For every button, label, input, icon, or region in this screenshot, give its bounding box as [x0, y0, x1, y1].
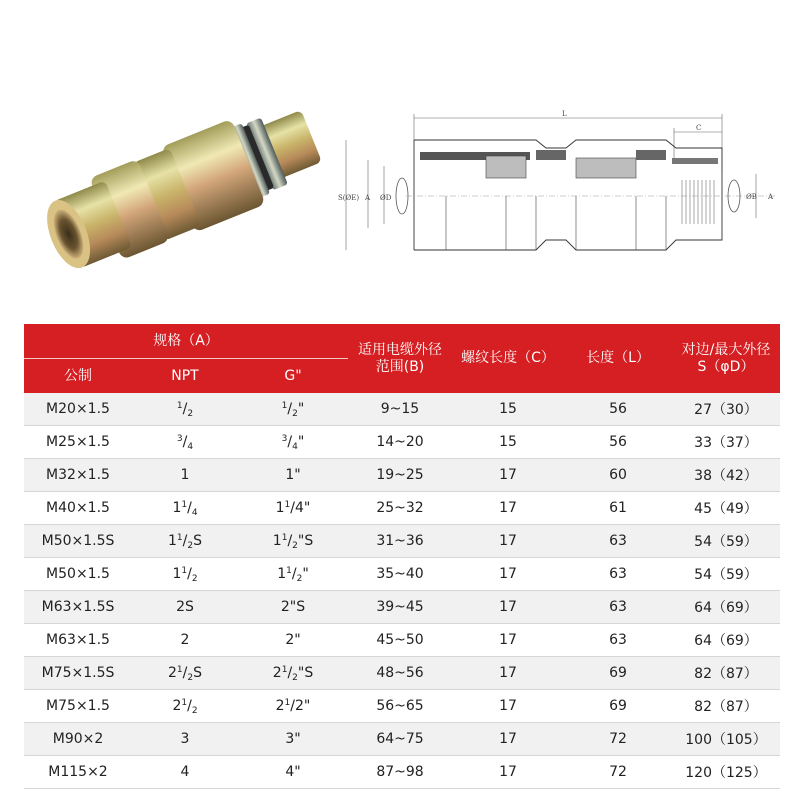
denominator: 2	[187, 673, 194, 683]
cell-npt	[132, 657, 238, 690]
cell-metric: M20×1.5	[24, 393, 132, 426]
cell-length: 63	[564, 591, 672, 624]
cell-cable-range: 48~56	[348, 657, 452, 690]
fraction-slash: /	[182, 533, 188, 549]
cell-metric: M63×1.5	[24, 624, 132, 657]
cell-thread-length: 17	[452, 723, 564, 756]
suffix: "	[297, 434, 305, 450]
denominator: 2	[292, 673, 298, 683]
whole: 2S	[176, 599, 194, 615]
cell-across: 27（30）	[672, 393, 780, 426]
cell-npt	[132, 525, 238, 558]
cell-cable-range: 56~65	[348, 690, 452, 723]
cell-across: 100（105）	[672, 723, 780, 756]
numerator: 1	[281, 665, 288, 675]
suffix: "	[302, 566, 309, 582]
cell-length: 63	[564, 558, 672, 591]
header-npt: NPT	[132, 359, 238, 394]
cell-length: 72	[564, 756, 672, 789]
cell-g	[238, 492, 348, 525]
header-cable-range-line1: 适用电缆外径	[358, 341, 442, 358]
cell-g	[238, 723, 348, 756]
denominator: 2	[191, 574, 198, 584]
cell-length: 60	[564, 459, 672, 492]
suffix: "	[297, 401, 305, 417]
cell-metric: M50×1.5	[24, 558, 132, 591]
suffix: "S	[297, 665, 314, 681]
cell-across: 54（59）	[672, 525, 780, 558]
suffix: S	[193, 665, 202, 681]
table-row	[24, 459, 780, 492]
cell-thread-length: 15	[452, 426, 564, 459]
cell-cable-range: 19~25	[348, 459, 452, 492]
cell-length: 63	[564, 525, 672, 558]
fraction-slash: /	[182, 401, 188, 417]
table-row	[24, 492, 780, 525]
cell-thread-length: 17	[452, 558, 564, 591]
fraction-slash: /	[287, 401, 293, 417]
cell-g	[238, 558, 348, 591]
whole: 2	[172, 698, 182, 714]
cell-across: 45（49）	[672, 492, 780, 525]
denominator: 2	[292, 541, 298, 551]
whole: 2"S	[280, 599, 306, 615]
cell-thread-length: 17	[452, 624, 564, 657]
cell-metric: M25×1.5	[24, 426, 132, 459]
cell-across: 33（37）	[672, 426, 780, 459]
table-row	[24, 756, 780, 789]
cell-cable-range: 45~50	[348, 624, 452, 657]
table-row	[24, 624, 780, 657]
cell-thread-length: 17	[452, 591, 564, 624]
cell-cable-range: 87~98	[348, 756, 452, 789]
whole: 3	[180, 731, 190, 747]
cell-metric: M50×1.5S	[24, 525, 132, 558]
dim-phiB: ØB	[746, 193, 757, 201]
denominator: 4	[187, 442, 194, 452]
numerator: 1	[284, 698, 291, 708]
header-cable-range-line2: 范围(B)	[375, 358, 425, 375]
cell-across: 82（87）	[672, 690, 780, 723]
cell-across: 64（69）	[672, 624, 780, 657]
cell-metric: M115×2	[24, 756, 132, 789]
denominator: 2	[296, 574, 303, 584]
dim-L: L	[562, 110, 567, 118]
whole: 2"	[285, 632, 301, 648]
cell-cable-range: 39~45	[348, 591, 452, 624]
whole: 1	[275, 500, 285, 516]
denominator: 2	[187, 409, 194, 419]
numerator: 1	[176, 401, 183, 411]
dim-A-left: A	[365, 194, 371, 202]
cell-thread-length: 17	[452, 756, 564, 789]
cell-length: 69	[564, 657, 672, 690]
whole: 2	[272, 665, 282, 681]
cell-npt	[132, 723, 238, 756]
cell-length: 61	[564, 492, 672, 525]
whole: 4	[180, 764, 190, 780]
cell-length: 56	[564, 426, 672, 459]
whole: 4"	[285, 764, 301, 780]
numerator: 1	[284, 500, 291, 510]
table-row	[24, 393, 780, 426]
dim-S-phiE: S(ØE)	[338, 194, 360, 202]
numerator: 3	[281, 434, 288, 444]
cell-cable-range: 25~32	[348, 492, 452, 525]
dim-C: C	[696, 124, 702, 132]
fraction-slash: /	[187, 698, 192, 714]
denominator: 4	[191, 508, 198, 518]
table-row	[24, 690, 780, 723]
dim-phiD: ØD	[380, 194, 392, 202]
denominator: 2	[191, 706, 198, 716]
cell-metric: M75×1.5	[24, 690, 132, 723]
table-row	[24, 591, 780, 624]
suffix: /4"	[290, 500, 311, 516]
header-cable-range	[348, 324, 452, 393]
cell-length: 56	[564, 393, 672, 426]
whole: 3"	[285, 731, 301, 747]
whole: 2	[275, 698, 285, 714]
numerator: 1	[281, 533, 288, 543]
cell-g	[238, 525, 348, 558]
cell-metric: M63×1.5S	[24, 591, 132, 624]
table-row	[24, 558, 780, 591]
table-row	[24, 723, 780, 756]
dim-A-right: A	[768, 193, 774, 201]
product-photo	[28, 88, 350, 278]
fraction-slash: /	[291, 566, 297, 582]
cell-length: 72	[564, 723, 672, 756]
cell-g	[238, 426, 348, 459]
cell-cable-range: 9~15	[348, 393, 452, 426]
suffix: /2"	[290, 698, 311, 714]
cell-npt	[132, 393, 238, 426]
cell-thread-length: 15	[452, 393, 564, 426]
fraction-slash: /	[182, 665, 188, 681]
cell-npt	[132, 558, 238, 591]
header-spec-group: 规格（A）	[24, 324, 348, 359]
numerator: 3	[176, 434, 183, 444]
whole: 1	[180, 467, 190, 483]
suffix: "S	[297, 533, 314, 549]
cell-length: 63	[564, 624, 672, 657]
cell-g	[238, 591, 348, 624]
whole: 1	[172, 566, 182, 582]
cell-across: 120（125）	[672, 756, 780, 789]
cell-npt	[132, 426, 238, 459]
cell-across: 38（42）	[672, 459, 780, 492]
cell-thread-length: 17	[452, 459, 564, 492]
cell-length: 69	[564, 690, 672, 723]
header-metric: 公制	[24, 359, 132, 394]
whole: 2	[180, 632, 190, 648]
cell-across: 54（59）	[672, 558, 780, 591]
cell-metric: M40×1.5	[24, 492, 132, 525]
cell-g	[238, 459, 348, 492]
cell-thread-length: 17	[452, 525, 564, 558]
cell-cable-range: 31~36	[348, 525, 452, 558]
cell-metric: M32×1.5	[24, 459, 132, 492]
whole: 1"	[285, 467, 301, 483]
numerator: 1	[181, 698, 188, 708]
whole: 1	[168, 533, 177, 549]
denominator: 4	[292, 442, 298, 452]
numerator: 1	[176, 533, 183, 543]
fraction-slash: /	[187, 500, 192, 516]
cell-npt	[132, 624, 238, 657]
spec-table	[24, 324, 780, 789]
whole: 1	[272, 533, 282, 549]
header-g: G"	[238, 359, 348, 394]
fraction-slash: /	[287, 533, 293, 549]
fraction-slash: /	[187, 566, 192, 582]
fraction-slash: /	[287, 665, 293, 681]
header-across-line2: S（φD）	[697, 358, 755, 375]
fraction-slash: /	[182, 434, 188, 450]
suffix: S	[193, 533, 202, 549]
cell-cable-range: 14~20	[348, 426, 452, 459]
cell-cable-range: 35~40	[348, 558, 452, 591]
technical-drawing	[336, 100, 788, 262]
cell-g	[238, 624, 348, 657]
whole: 2	[168, 665, 177, 681]
cell-thread-length: 17	[452, 690, 564, 723]
cell-thread-length: 17	[452, 657, 564, 690]
header-thread-length: 螺纹长度（C）	[452, 324, 564, 393]
cell-npt	[132, 756, 238, 789]
cell-npt	[132, 492, 238, 525]
table-row	[24, 525, 780, 558]
denominator: 2	[292, 409, 298, 419]
header-across	[672, 324, 780, 393]
cell-g	[238, 393, 348, 426]
cell-g	[238, 690, 348, 723]
numerator: 1	[181, 566, 188, 576]
table-row	[24, 426, 780, 459]
numerator: 1	[176, 665, 183, 675]
cell-g	[238, 756, 348, 789]
cell-across: 64（69）	[672, 591, 780, 624]
whole: 1	[277, 566, 287, 582]
table-row	[24, 657, 780, 690]
fraction-slash: /	[287, 434, 293, 450]
cell-thread-length: 17	[452, 492, 564, 525]
header-across-line1: 对边/最大外径	[681, 341, 771, 358]
cell-npt	[132, 591, 238, 624]
cell-cable-range: 64~75	[348, 723, 452, 756]
cell-g	[238, 657, 348, 690]
header-length: 长度（L）	[564, 324, 672, 393]
whole: 1	[172, 500, 182, 516]
cell-npt	[132, 459, 238, 492]
cell-metric: M90×2	[24, 723, 132, 756]
denominator: 2	[187, 541, 194, 551]
numerator: 1	[181, 500, 188, 510]
cell-across: 82（87）	[672, 657, 780, 690]
numerator: 1	[281, 401, 288, 411]
cell-metric: M75×1.5S	[24, 657, 132, 690]
cell-npt	[132, 690, 238, 723]
numerator: 1	[286, 566, 292, 576]
